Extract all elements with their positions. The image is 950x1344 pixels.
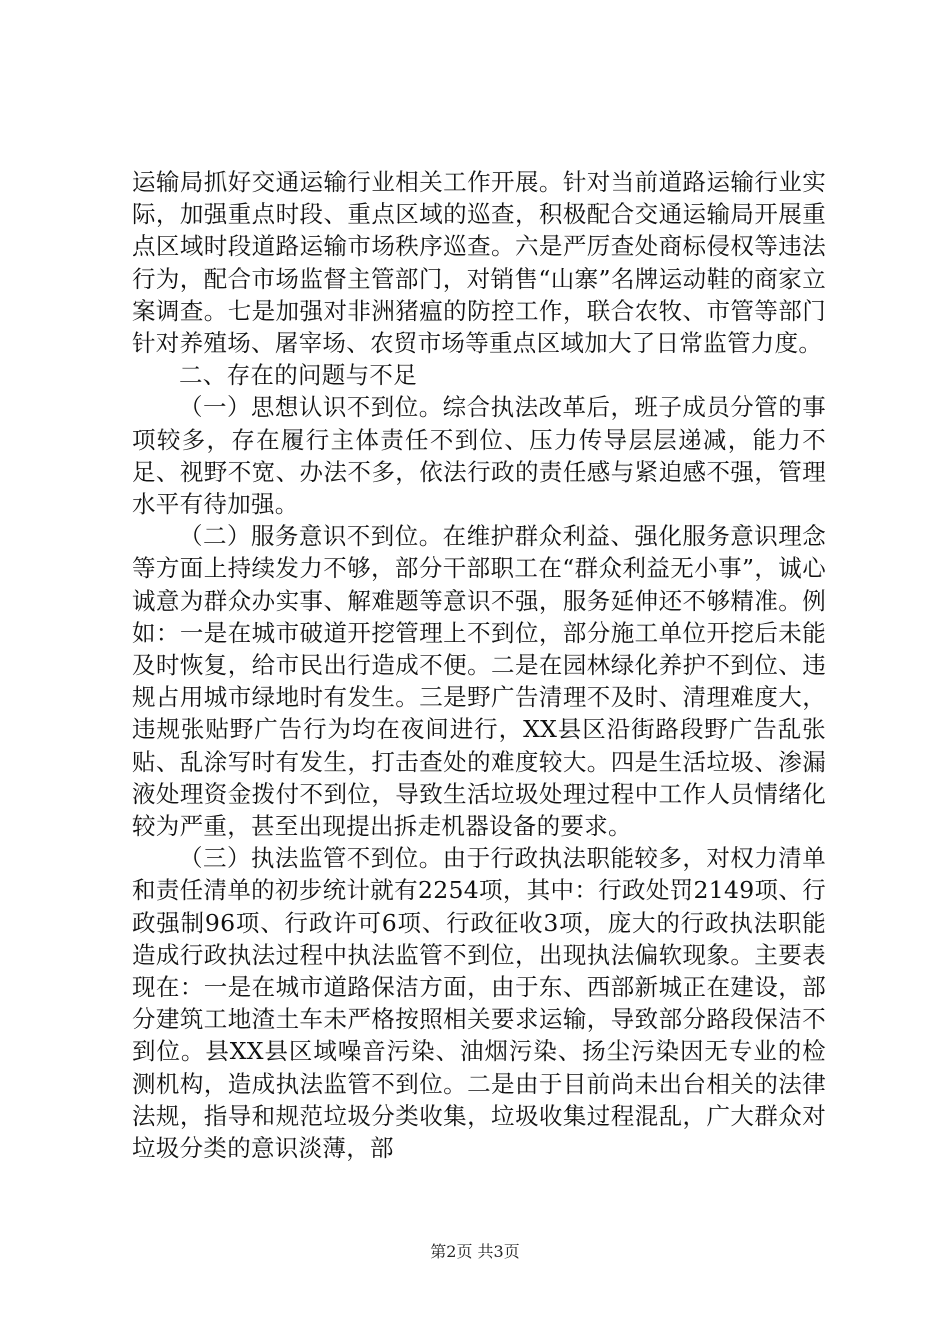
paragraph-continuation: 运输局抓好交通运输行业相关工作开展。针对当前道路运输行业实际，加强重点时段、重点区域的巡查，积极配合交通运输局开展重点区域时段道路运输市场秩序巡查。六是严厉查处商标侵权等违法行为，配合市场监督主管部门，对销售“山寨”名牌运动鞋的商家立案调查。七是加强对非洲猪瘟的防控工作，联合农牧、市管等部门针对养殖场、屠宰场、农贸市场等重点区域加大了日常监管力度。 — [132, 168, 826, 358]
paragraph-issue-2: （二）服务意识不到位。在维护群众利益、强化服务意识理念等方面上持续发力不够，部分干部职工在“群众利益无小事”，诚心诚意为群众办实事、解难题等意识不强，服务延伸还不够精准。例如：一是在城市破道开挖管理上不到位，部分施工单位开挖后未能及时恢复，给市民出行造成不便。二是在园林绿化养护不到位、违规占用城市绿地时有发生。三是野广告清理不及时、清理难度大，违规张贴野广告行为均在夜间进行，XX县区沿街路段野广告乱张贴、乱涂写时有发生，打击查处的难度较大。四是生活垃圾、渗漏液处理资金拨付不到位，导致生活垃圾处理过程中工作人员情绪化较为严重，甚至出现提出拆走机器设备的要求。 — [132, 522, 826, 841]
paragraph-issue-1: （一）思想认识不到位。综合执法改革后，班子成员分管的事项较多，存在履行主体责任不到位、压力传导层层递减，能力不足、视野不宽、办法不多，依法行政的责任感与紧迫感不强，管理水平有待加强。 — [132, 393, 826, 519]
paragraph-issue-3: （三）执法监管不到位。由于行政执法职能较多，对权力清单和责任清单的初步统计就有2254项，其中：行政处罚2149项、行政强制96项、行政许可6项、行政征收3项，庞大的行政执法职能造成行政执法过程中执法监管不到位，出现执法偏软现象。主要表现在：一是在城市道路保洁方面，由于东、西部新城正在建设，部分建筑工地渣土车未严格按照相关要求运输，导致部分路段保洁不到位。县XX县区域噪音污染、油烟污染、扬尘污染因无专业的检测机构，造成执法监管不到位。二是由于目前尚未出台相关的法律法规，指导和规范垃圾分类收集，垃圾收集过程混乱，广大群众对垃圾分类的意识淡薄，部 — [132, 844, 826, 1163]
document-body — [132, 166, 826, 1164]
section-heading: 二、存在的问题与不足 — [179, 361, 417, 390]
page-footer: 第2页 共3页 — [430, 1242, 520, 1261]
